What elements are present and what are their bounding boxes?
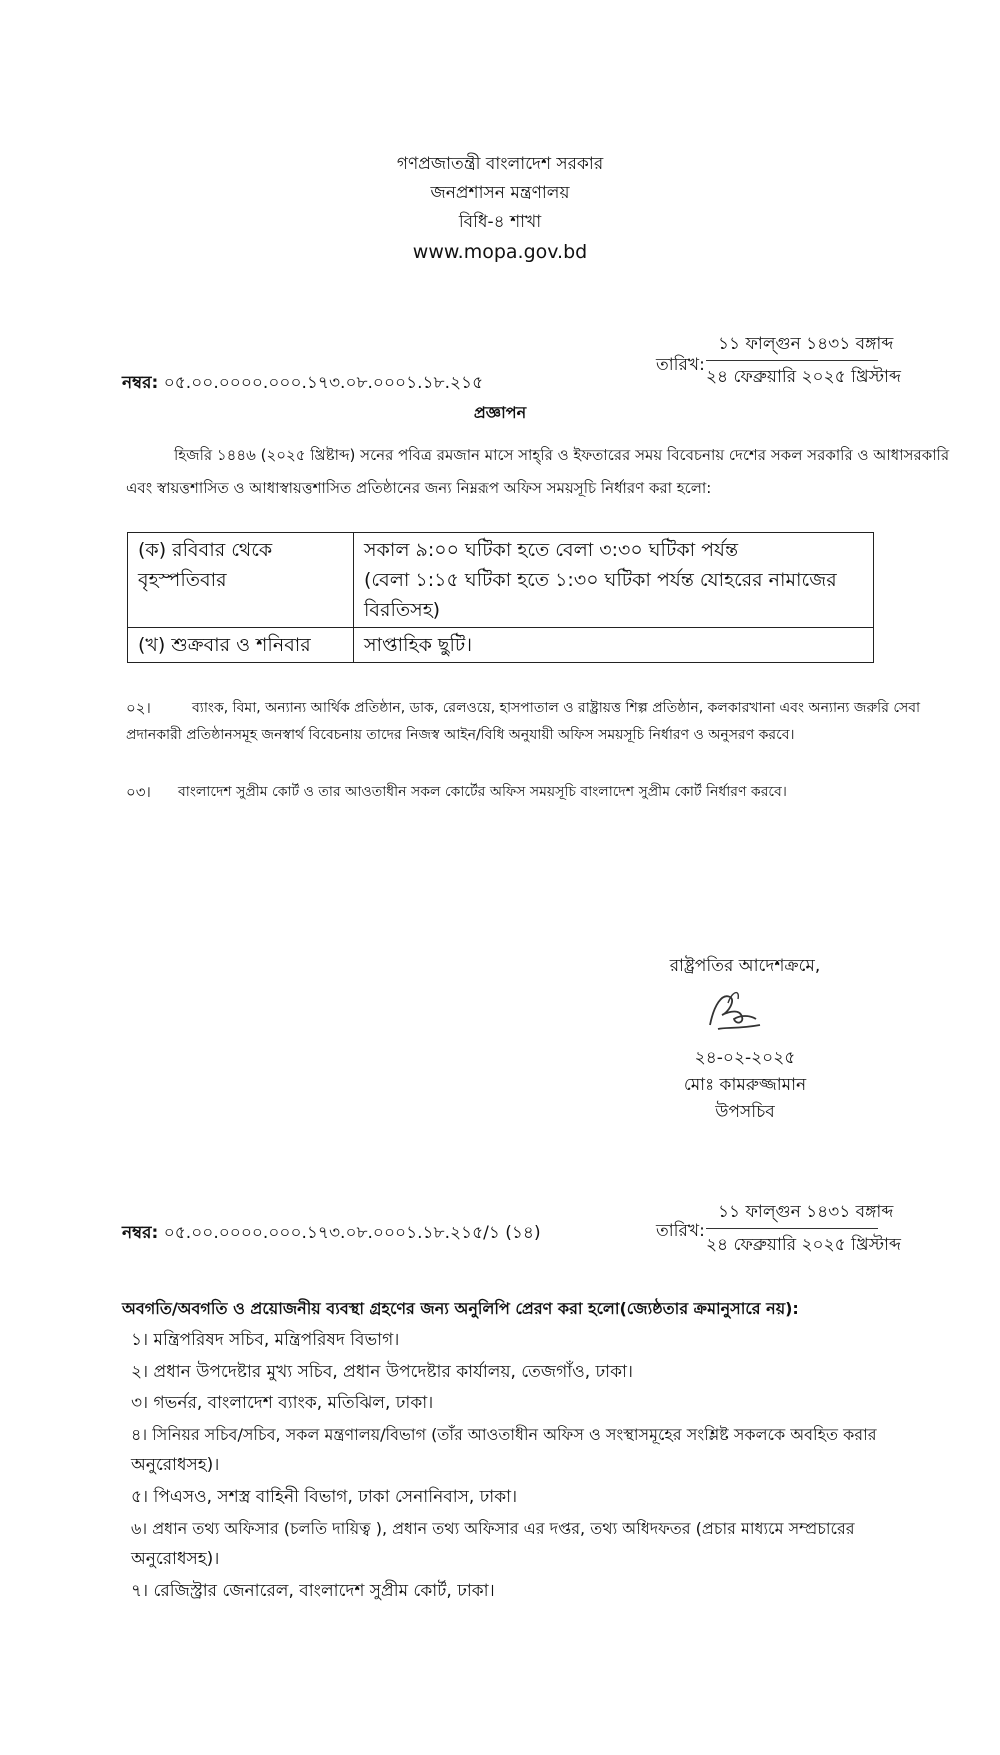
copy-item: ১। মন্ত্রিপরিষদ সচিব, মন্ত্রিপরিষদ বিভাগ। xyxy=(131,1330,400,1350)
intro-line-1: হিজরি ১৪৪৬ (২০২৫ খ্রিষ্টাব্দ) সনের পবিত্র রমজান মাসে সাহ্‌রি ও ইফতারের সময় বিবেচনায় দেশের সকল সরকারি ও আধাসরকারি xyxy=(174,446,950,464)
copy-item: ৫। পিএসও, সশস্ত্র বাহিনী বিভাগ, ঢাকা সেনানিবাস, ঢাকা। xyxy=(131,1487,518,1507)
signatory-name: মোঃ কামরুজ্জামান xyxy=(683,1075,807,1095)
schedule-day-cell: (খ) শুক্রবার ও শনিবার xyxy=(128,628,354,663)
ministry-name: জনপ্রশাসন মন্ত্রণালয় xyxy=(430,183,570,203)
memo-number: ০৫.০০.০০০০.০০০.১৭৩.০৮.০০০১.১৮.২১৫ xyxy=(163,373,484,393)
schedule-time-line: বিরতিসহ) xyxy=(364,599,441,621)
copy-item-continuation: অনুরোধসহ)। xyxy=(131,1549,220,1569)
copy-item: ৭। রেজিস্ট্রার জেনারেল, বাংলাদেশ সুপ্রীম কোর্ট, ঢাকা। xyxy=(131,1581,495,1601)
memo-2-number-label: নম্বর: xyxy=(122,1223,159,1243)
schedule-day-line: (ক) রবিবার থেকে xyxy=(138,539,273,561)
schedule-time-cell: সাপ্তাহিক ছুটি। xyxy=(354,628,874,663)
intro-line-2: এবং স্বায়ত্তশাসিত ও আধাস্বায়ত্তশাসিত প্রতিষ্ঠানের জন্য নিম্নরূপ অফিস সময়সূচি নির্ধারণ করা হলো: xyxy=(126,479,712,497)
schedule-row xyxy=(128,628,874,663)
para-2-number: ০২। xyxy=(126,699,151,717)
copy-item: ২। প্রধান উপদেষ্টার মুখ্য সচিব, প্রধান উপদেষ্টার কার্যালয়, তেজগাঁও, ঢাকা। xyxy=(131,1362,633,1382)
schedule-row xyxy=(128,533,874,628)
copy-item: ৬। প্রধান তথ্য অফিসার (চলতি দায়িত্ব ), প্রধান তথ্য অফিসার এর দপ্তর, তথ্য অধিদফতর (প্রচার মাধ্যমে সম্প্রচারের xyxy=(131,1519,855,1538)
copy-item: ৩। গভর্নর, বাংলাদেশ ব্যাংক, মতিঝিল, ঢাকা। xyxy=(131,1393,434,1413)
order-of-president: রাষ্ট্রপতির আদেশক্রমে, xyxy=(669,956,821,976)
date-label: তারিখ: xyxy=(656,355,705,375)
copy-item-continuation: অনুরোধসহ)। xyxy=(131,1455,220,1475)
memo-2-number-line xyxy=(122,1220,541,1248)
memo-number-label: নম্বর: xyxy=(122,373,159,393)
government-name: গণপ্রজাতন্ত্রী বাংলাদেশ সরকার xyxy=(396,154,604,174)
memo-number-line xyxy=(122,370,483,398)
schedule-time-line: সকাল ৯:০০ ঘটিকা হতে বেলা ৩:৩০ ঘটিকা পর্যন্ত xyxy=(364,539,739,561)
date-divider xyxy=(706,360,878,361)
signatory-designation: উপসচিব xyxy=(715,1102,775,1122)
copy-heading: অবগতি/অবগতি ও প্রয়োজনীয় ব্যবস্থা গ্রহণের জন্য অনুলিপি প্রেরণ করা হলো(জ্যেষ্ঠতার ক্রমানুসারে নয়): xyxy=(122,1299,799,1318)
date-2-bangla: ১১ ফাল্গুন ১৪৩১ বঙ্গাব্দ xyxy=(718,1202,894,1222)
copy-item: ৪। সিনিয়র সচিব/সচিব, সকল মন্ত্রণালয়/বিভাগ (তাঁর আওতাধীন অফিস ও সংস্থাসমূহের সংশ্লিষ্ট সকলকে অবহিত করার xyxy=(131,1425,877,1444)
date-2-label: তারিখ: xyxy=(656,1221,705,1241)
schedule-day-cell xyxy=(128,533,354,628)
signature-image xyxy=(700,985,770,1040)
branch-name: বিধি-৪ শাখা xyxy=(458,212,542,232)
date-2-divider xyxy=(706,1228,878,1229)
date-bangla: ১১ ফাল্গুন ১৪৩১ বঙ্গাব্দ xyxy=(718,334,894,354)
schedule-time-line: (বেলা ১:১৫ ঘটিকা হতে ১:৩০ ঘটিকা পর্যন্ত যোহরের নামাজের xyxy=(364,569,837,591)
website-link[interactable]: www.mopa.gov.bd xyxy=(412,241,588,263)
schedule-time-cell xyxy=(354,533,874,628)
date-2-gregorian: ২৪ ফেব্রুয়ারি ২০২৫ খ্রিস্টাব্দ xyxy=(706,1235,901,1255)
schedule-table xyxy=(127,532,874,663)
para-3-text: বাংলাদেশ সুপ্রীম কোর্ট ও তার আওতাধীন সকল কোর্টের অফিস সময়সূচি বাংলাদেশ সুপ্রীম কোর্ট নির্ধারণ করবে। xyxy=(178,784,787,800)
signature-date: ২৪-০২-২০২৫ xyxy=(694,1048,796,1068)
para-2-line-2: প্রদানকারী প্রতিষ্ঠানসমূহ জনস্বার্থ বিবেচনায় তাদের নিজস্ব আইন/বিধি অনুযায়ী অফিস সময়সূচি নির্ধারণ ও অনুসরণ করবে। xyxy=(126,727,795,743)
para-2-line-1: ব্যাংক, বিমা, অন্যান্য আর্থিক প্রতিষ্ঠান, ডাক, রেলওয়ে, হাসপাতাল ও রাষ্ট্রায়ত্ত শিল্প প্রতিষ্ঠান, কলকারখানা এবং অন্যান্য জরুরি সেবা xyxy=(192,700,921,716)
schedule-day-line: বৃহস্পতিবার xyxy=(138,569,227,591)
memo-2-number: ০৫.০০.০০০০.০০০.১৭৩.০৮.০০০১.১৮.২১৫/১ (১৪) xyxy=(163,1223,541,1243)
notice-title: প্রজ্ঞাপন xyxy=(473,403,527,422)
date-gregorian: ২৪ ফেব্রুয়ারি ২০২৫ খ্রিস্টাব্দ xyxy=(706,367,901,387)
para-3-number: ০৩। xyxy=(126,783,151,801)
